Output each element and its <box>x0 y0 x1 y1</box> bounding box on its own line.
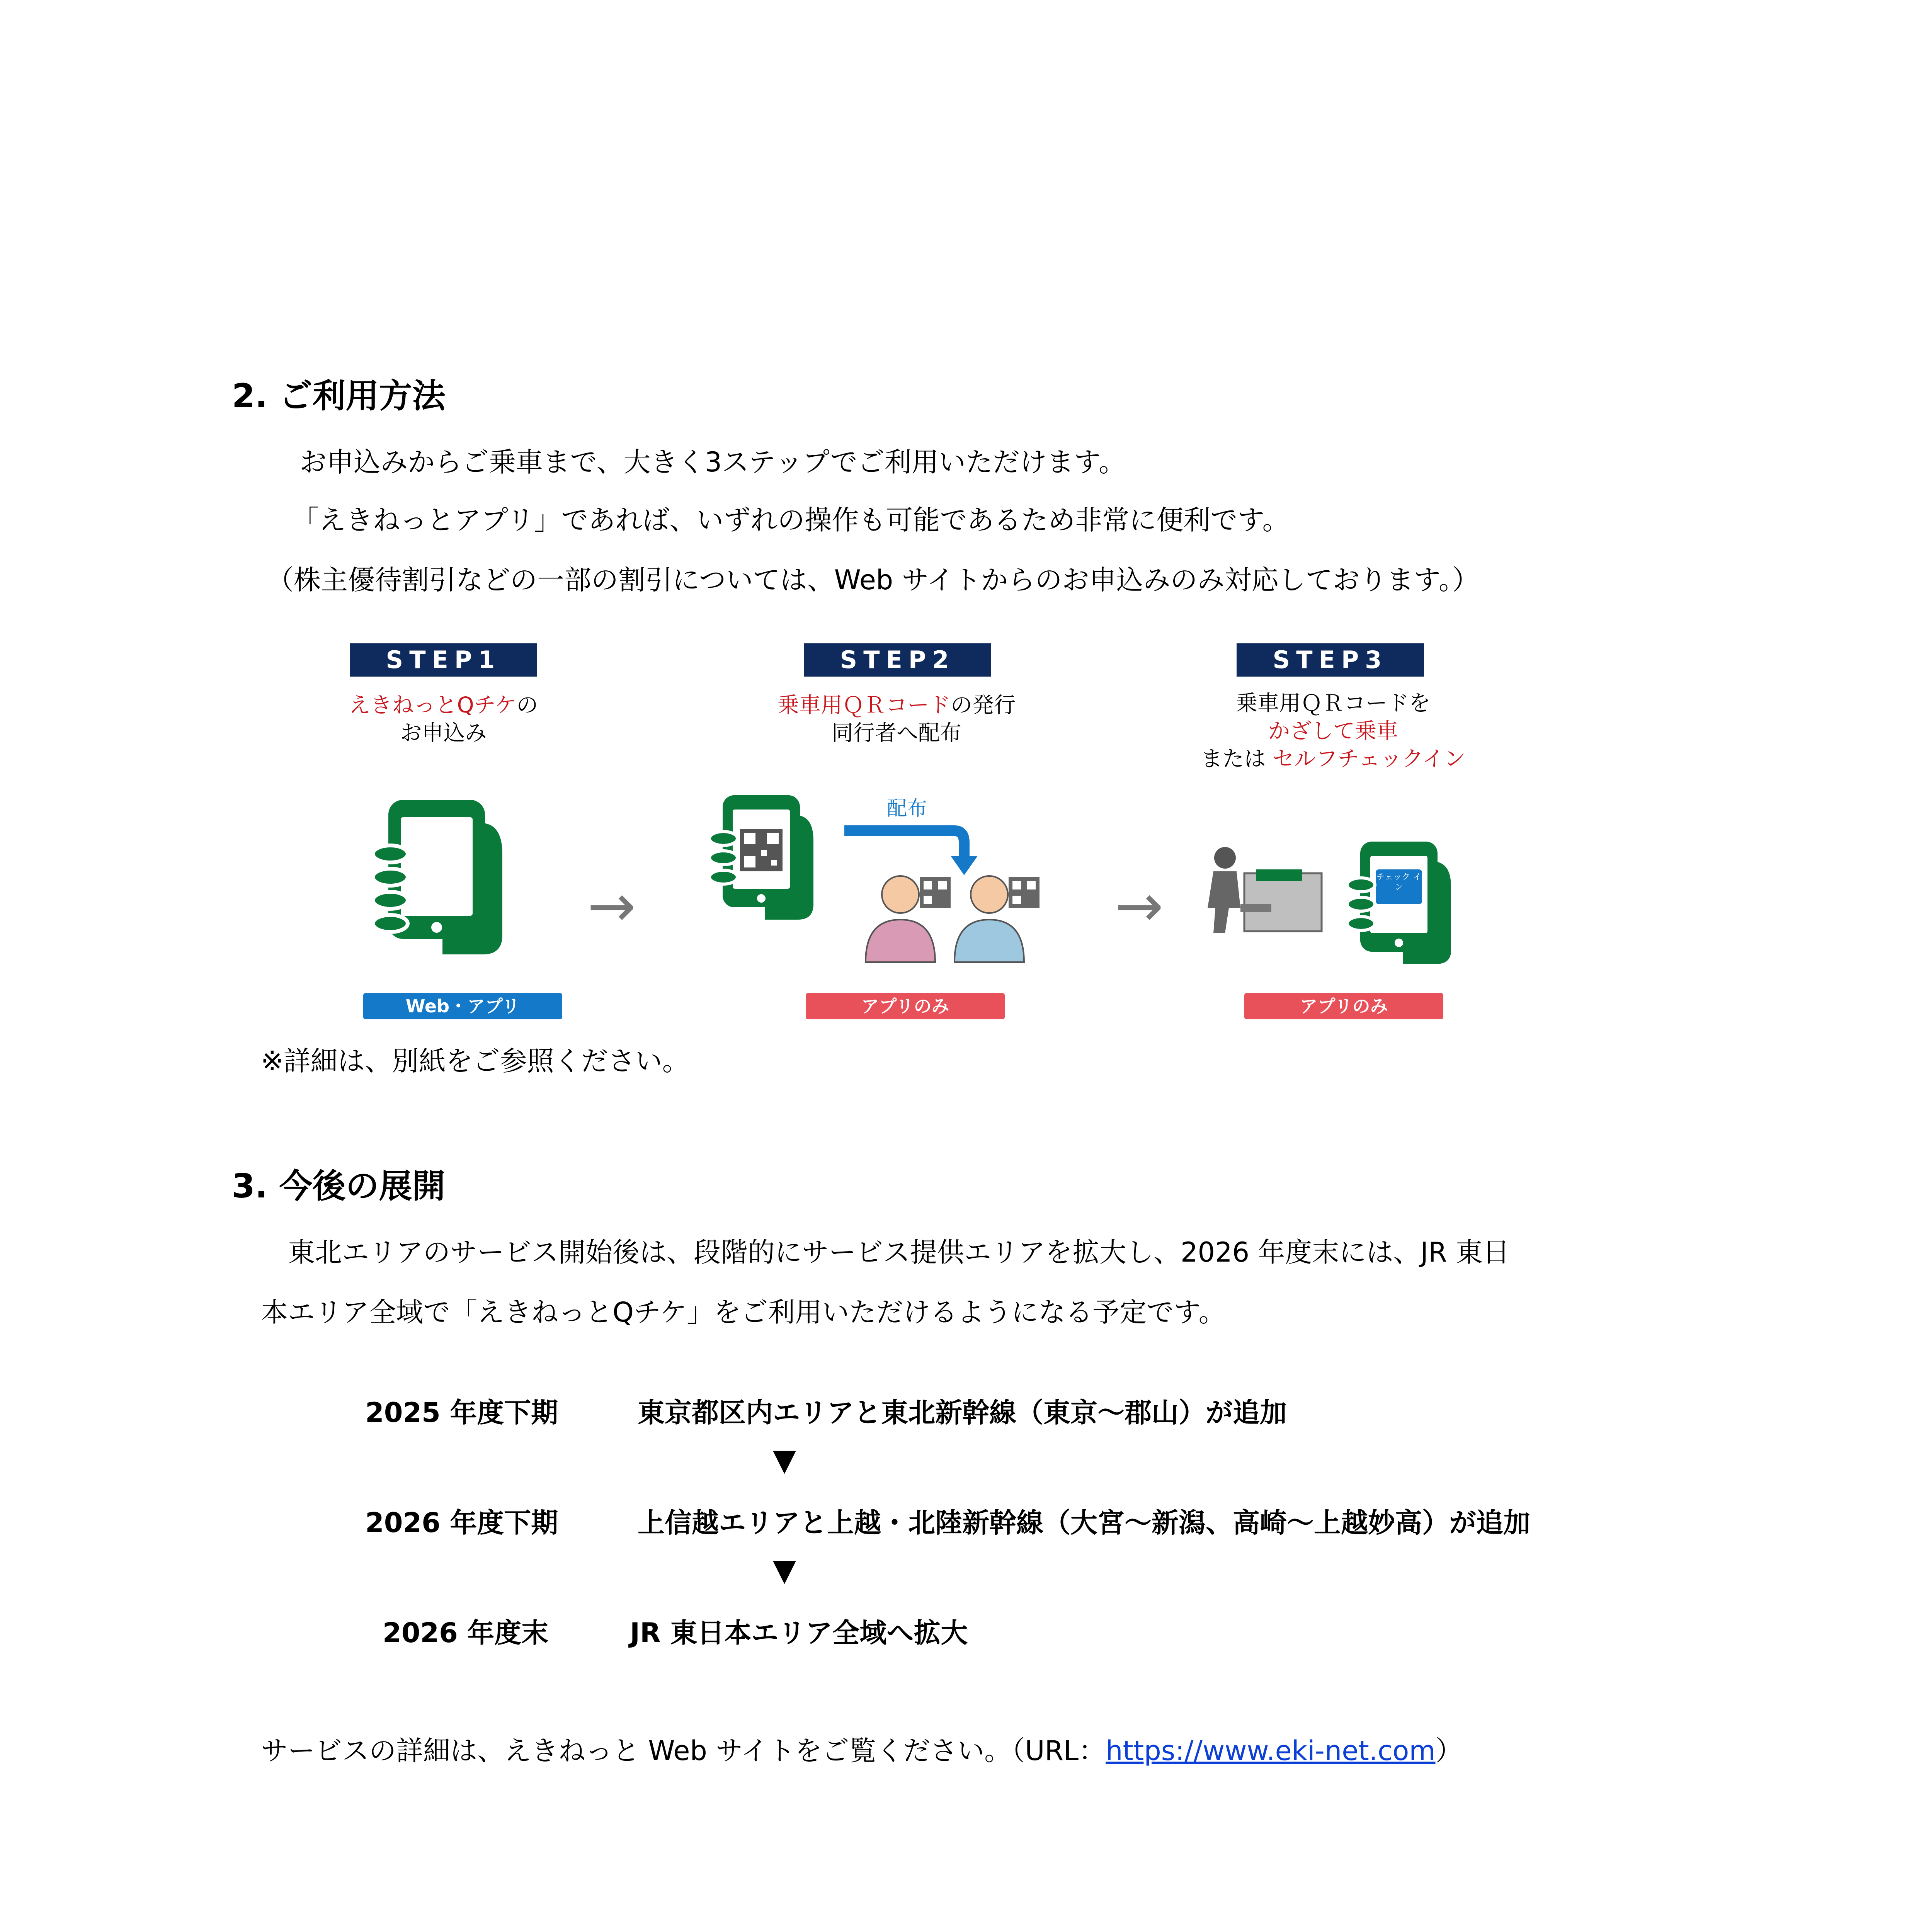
timeline-desc-3: JR 東日本エリア全域へ拡大 <box>630 1617 968 1649</box>
section-3-heading: 3. 今後の展開 <box>232 1167 446 1206</box>
timeline-period-1: 2025 年度下期 <box>365 1397 558 1429</box>
step1-label: STEP1 <box>350 643 537 677</box>
step2-description <box>750 692 1043 747</box>
footer-close: ） <box>1435 1735 1463 1767</box>
phone-checkin-icon <box>1345 838 1461 966</box>
section-2-para-2: 「えきねっとアプリ」であれば、いずれの操作も可能であるため非常に便利です。 <box>292 504 1290 536</box>
step3-desc-line1: 乗車用ＱＲコードを <box>1236 691 1431 716</box>
checkin-screen-button: チェック イン <box>1376 872 1422 892</box>
section-3-para-1: 東北エリアのサービス開始後は、段階的にサービス提供エリアを拡大し、2026 年度末には、JR 東日 <box>288 1236 1510 1268</box>
step1-desc-line2: お申込み <box>400 721 487 746</box>
step3-label: STEP3 <box>1237 643 1424 677</box>
step3-description <box>1167 690 1499 773</box>
timeline-down-arrow-2-icon: ▼ <box>773 1553 796 1588</box>
step1-badge: Web・アプリ <box>363 993 562 1019</box>
step3-desc-or: または <box>1201 747 1266 772</box>
step1-desc-black: の <box>516 693 538 718</box>
step-arrow-2-icon: → <box>1115 872 1164 940</box>
step3-badge: アプリのみ <box>1244 993 1443 1019</box>
step2-desc-black: の発行 <box>951 693 1016 718</box>
timeline-down-arrow-1-icon: ▼ <box>773 1443 796 1478</box>
ticket-gate-icon <box>1198 842 1329 935</box>
step1-desc-red: えきねっとQチケ <box>349 693 517 718</box>
section-2-para-3: （株主優待割引などの一部の割引については、Web サイトからのお申込みのみ対応しております。） <box>267 564 1479 596</box>
eki-net-link[interactable]: https://www.eki-net.com <box>1106 1735 1436 1767</box>
section-2-note: ※詳細は、別紙をご参照ください。 <box>261 1045 689 1077</box>
step2-label: STEP2 <box>804 643 991 677</box>
distribute-label: 配布 <box>887 797 927 820</box>
section-3-para-2: 本エリア全域で「えきねっとQチケ」をご利用いただけるようになる予定です。 <box>261 1296 1226 1328</box>
step3-desc-line2: かざして乗車 <box>1268 719 1398 744</box>
step1-description <box>325 692 562 747</box>
section-2-para-1: お申込みからご乗車まで、大きく3ステップでご利用いただけます。 <box>299 446 1126 478</box>
phone-with-qr-icon <box>707 792 823 923</box>
timeline-period-3: 2026 年度末 <box>383 1617 549 1649</box>
step2-badge: アプリのみ <box>806 993 1005 1019</box>
timeline-desc-2: 上信越エリアと上越・北陸新幹線（大宮～新潟、高崎～上越妙高）が追加 <box>638 1507 1530 1539</box>
footer-text: サービスの詳細は、えきねっと Web サイトをご覧ください。（URL： <box>261 1735 1106 1767</box>
step3-desc-selfcheckin: セルフチェックイン <box>1273 747 1466 772</box>
footer-line <box>261 1729 1463 1768</box>
step2-desc-line2: 同行者へ配布 <box>832 721 961 746</box>
step2-desc-red: 乗車用ＱＲコード <box>778 693 951 718</box>
step-arrow-1-icon: → <box>587 872 636 940</box>
timeline-desc-1: 東京都区内エリアと東北新幹線（東京～郡山）が追加 <box>638 1397 1287 1429</box>
companions-with-qr-icon <box>862 866 1043 966</box>
section-2-heading: 2. ご利用方法 <box>232 377 446 415</box>
phone-in-hand-icon <box>369 796 516 958</box>
timeline-period-2: 2026 年度下期 <box>365 1507 558 1539</box>
